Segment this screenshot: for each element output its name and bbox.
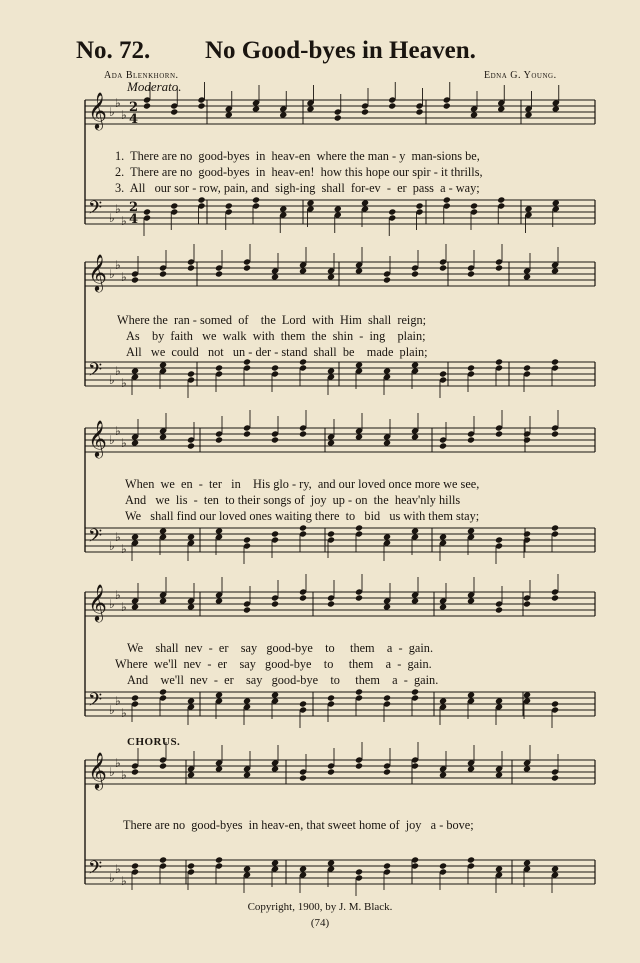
note-head (495, 536, 503, 543)
flat-icon: ♭ (121, 108, 127, 122)
note-head (215, 270, 223, 277)
note-head (215, 364, 223, 371)
flat-icon: ♭ (115, 862, 121, 876)
bass-clef-icon: 𝄢 (88, 360, 103, 385)
note-head (411, 270, 419, 277)
flat-icon: ♭ (115, 694, 121, 708)
note-head (495, 771, 503, 778)
note-head (355, 868, 363, 875)
flat-icon: ♭ (121, 214, 127, 228)
note-head (243, 430, 251, 437)
note-head (523, 436, 531, 443)
note-head (383, 694, 391, 701)
note-head (467, 597, 475, 604)
lyric-line: We shall nev - er say good-bye to them a - gain. (127, 641, 434, 655)
note-head (383, 862, 391, 869)
note-head (327, 367, 335, 374)
note-head (495, 358, 503, 365)
flat-icon: ♭ (115, 202, 121, 216)
note-head (383, 603, 391, 610)
note-head (443, 102, 451, 109)
note-head (523, 859, 531, 866)
note-head (327, 600, 335, 607)
lyric-line: 2. There are no good-byes in heav-en! how this hope our spir - it thrills, (115, 165, 483, 179)
note-head (327, 439, 335, 446)
note-head (170, 108, 178, 115)
note-head (495, 606, 503, 613)
note-head (383, 367, 391, 374)
note-head (197, 196, 205, 203)
flat-icon: ♭ (115, 258, 121, 272)
flat-icon: ♭ (109, 597, 115, 611)
note-head (355, 267, 363, 274)
flat-icon: ♭ (115, 96, 121, 110)
flat-icon: ♭ (121, 768, 127, 782)
page-number: (74) (310, 917, 330, 929)
flat-icon: ♭ (109, 105, 115, 119)
note-head (225, 111, 233, 118)
note-head (306, 105, 314, 112)
note-head (187, 603, 195, 610)
note-head (187, 442, 195, 449)
note-head (299, 524, 307, 531)
note-head (411, 527, 419, 534)
note-head (271, 364, 279, 371)
lyric-line: 1. There are no good-byes in heav-en where the man - y man-sions be, (115, 149, 480, 163)
time-signature: 4 (129, 112, 139, 127)
note-head (355, 524, 363, 531)
note-head (187, 862, 195, 869)
copyright-notice: Copyright, 1900, by J. M. Black. (247, 901, 393, 913)
chorus-label: CHORUS. (127, 736, 181, 748)
note-head (523, 273, 531, 280)
note-head (467, 691, 475, 698)
flat-icon: ♭ (109, 267, 115, 281)
flat-icon: ♭ (115, 588, 121, 602)
note-head (361, 108, 369, 115)
note-head (467, 364, 475, 371)
treble-clef-icon: 𝄞 (88, 419, 107, 457)
note-head (187, 697, 195, 704)
note-head (159, 762, 167, 769)
note-head (131, 367, 139, 374)
time-signature: 2 (129, 100, 139, 115)
lyric-line: Where the ran - somed of the Lord with Him shall reign; (117, 313, 427, 327)
note-head (551, 358, 559, 365)
note-head (243, 865, 251, 872)
note-head (388, 102, 396, 109)
note-head (497, 105, 505, 112)
note-head (334, 205, 342, 212)
note-head (215, 436, 223, 443)
note-head (439, 771, 447, 778)
note-head (271, 273, 279, 280)
note-head (271, 859, 279, 866)
note-head (243, 536, 251, 543)
note-head (279, 205, 287, 212)
note-head (439, 442, 447, 449)
note-head (131, 694, 139, 701)
note-head (355, 688, 363, 695)
flat-icon: ♭ (121, 270, 127, 284)
note-head (131, 276, 139, 283)
note-head (215, 765, 223, 772)
note-head (551, 865, 559, 872)
note-head (552, 199, 560, 206)
note-head (383, 533, 391, 540)
note-head (439, 533, 447, 540)
note-head (467, 270, 475, 277)
note-head (271, 600, 279, 607)
note-head (299, 430, 307, 437)
note-head (439, 370, 447, 377)
flat-icon: ♭ (109, 765, 115, 779)
note-head (143, 102, 151, 109)
note-head (415, 202, 423, 209)
note-head (552, 105, 560, 112)
note-head (470, 111, 478, 118)
note-head (252, 105, 260, 112)
note-head (215, 527, 223, 534)
flat-icon: ♭ (121, 600, 127, 614)
note-head (159, 433, 167, 440)
note-head (411, 433, 419, 440)
note-head (243, 697, 251, 704)
note-head (279, 111, 287, 118)
note-head (523, 691, 531, 698)
flat-icon: ♭ (109, 373, 115, 387)
note-head (215, 691, 223, 698)
note-head (551, 594, 559, 601)
note-head (355, 594, 363, 601)
flat-icon: ♭ (109, 871, 115, 885)
lyric-line: Where we'll nev - er say good-bye to them a - gain. (115, 657, 432, 671)
note-head (197, 102, 205, 109)
note-head (383, 439, 391, 446)
note-head (271, 530, 279, 537)
note-head (159, 688, 167, 695)
flat-icon: ♭ (109, 211, 115, 225)
note-head (187, 533, 195, 540)
note-head (495, 865, 503, 872)
flat-icon: ♭ (121, 376, 127, 390)
lyric-line: And we'll nev - er say good-bye to them a - gain. (127, 673, 439, 687)
note-head (411, 361, 419, 368)
note-head (388, 208, 396, 215)
note-head (243, 264, 251, 271)
lyric-line: We shall find our loved ones waiting there to bid us with them stay; (125, 509, 480, 523)
note-head (439, 697, 447, 704)
note-head (411, 597, 419, 604)
note-head (131, 768, 139, 775)
note-head (411, 688, 419, 695)
note-head (497, 196, 505, 203)
flat-icon: ♭ (109, 539, 115, 553)
note-head (355, 762, 363, 769)
note-head (215, 597, 223, 604)
note-head (131, 533, 139, 540)
note-head (523, 364, 531, 371)
treble-clef-icon: 𝄞 (88, 253, 107, 291)
note-head (271, 436, 279, 443)
note-head (327, 694, 335, 701)
note-head (131, 603, 139, 610)
note-head (334, 114, 342, 121)
note-head (355, 361, 363, 368)
note-head (495, 697, 503, 704)
note-head (159, 597, 167, 604)
note-head (495, 430, 503, 437)
note-head (523, 530, 531, 537)
note-head (170, 202, 178, 209)
flat-icon: ♭ (121, 436, 127, 450)
note-head (327, 530, 335, 537)
flat-icon: ♭ (109, 433, 115, 447)
note-head (467, 765, 475, 772)
note-head (439, 603, 447, 610)
note-head (415, 108, 423, 115)
tempo-marking: Moderato. (127, 79, 182, 94)
note-head (327, 273, 335, 280)
note-head (523, 600, 531, 607)
note-head (299, 865, 307, 872)
flat-icon: ♭ (115, 530, 121, 544)
note-head (524, 205, 532, 212)
note-head (271, 691, 279, 698)
flat-icon: ♭ (109, 703, 115, 717)
note-head (299, 774, 307, 781)
note-head (551, 267, 559, 274)
flat-icon: ♭ (121, 706, 127, 720)
note-head (243, 771, 251, 778)
lyric-line: When we en - ter in His glo - ry, and our loved once more we see, (125, 477, 480, 491)
note-head (327, 768, 335, 775)
note-head (467, 436, 475, 443)
treble-clef-icon: 𝄞 (88, 751, 107, 789)
note-head (495, 264, 503, 271)
note-head (159, 527, 167, 534)
hymn-number: No. 72. (76, 37, 151, 64)
flat-icon: ♭ (115, 756, 121, 770)
bass-clef-icon: 𝄢 (88, 526, 103, 551)
note-head (299, 267, 307, 274)
note-head (252, 196, 260, 203)
note-head (383, 768, 391, 775)
note-head (159, 361, 167, 368)
note-head (551, 700, 559, 707)
note-head (187, 264, 195, 271)
note-head (243, 606, 251, 613)
note-head (355, 433, 363, 440)
note-head (131, 862, 139, 869)
note-head (523, 765, 531, 772)
bass-clef-icon: 𝄢 (88, 198, 103, 223)
flat-icon: ♭ (121, 874, 127, 888)
lyric-line: There are no good-byes in heav-en, that sweet home of joy a - bove; (123, 818, 474, 832)
note-head (159, 856, 167, 863)
note-head (551, 774, 559, 781)
note-head (439, 264, 447, 271)
lyricist-credit: Ada Blenkhorn. (104, 70, 179, 81)
note-head (470, 202, 478, 209)
flat-icon: ♭ (121, 542, 127, 556)
flat-icon: ♭ (115, 424, 121, 438)
note-head (143, 208, 151, 215)
note-head (187, 370, 195, 377)
lyric-line: 3. All our sor - row, pain, and sigh-ing shall for-ev - er pass a - way; (115, 181, 480, 195)
note-head (467, 527, 475, 534)
note-head (439, 862, 447, 869)
lyric-line: And we lis - ten to their songs of joy up - on the heav'nly hills (125, 493, 461, 507)
composer-credit: Edna G. Young. (484, 70, 557, 81)
note-head (467, 856, 475, 863)
note-head (271, 765, 279, 772)
note-head (524, 111, 532, 118)
lyric-line: All we could not un - der - stand shall be made plain; (126, 345, 428, 359)
note-head (383, 276, 391, 283)
time-signature: 4 (129, 212, 139, 227)
treble-clef-icon: 𝄞 (88, 91, 107, 129)
note-head (327, 859, 335, 866)
bass-clef-icon: 𝄢 (88, 690, 103, 715)
note-head (215, 856, 223, 863)
time-signature: 2 (129, 200, 139, 215)
note-head (299, 594, 307, 601)
flat-icon: ♭ (115, 364, 121, 378)
note-head (551, 430, 559, 437)
note-head (551, 524, 559, 531)
hymn-title: No Good-byes in Heaven. (205, 37, 476, 64)
lyric-line: As by faith we walk with them the shin - ing plain; (126, 329, 426, 343)
note-head (306, 199, 314, 206)
note-head (187, 771, 195, 778)
bass-clef-icon: 𝄢 (88, 858, 103, 883)
note-head (443, 196, 451, 203)
note-head (299, 700, 307, 707)
note-head (361, 199, 369, 206)
treble-clef-icon: 𝄞 (88, 583, 107, 621)
note-head (225, 202, 233, 209)
note-head (131, 439, 139, 446)
note-head (159, 270, 167, 277)
